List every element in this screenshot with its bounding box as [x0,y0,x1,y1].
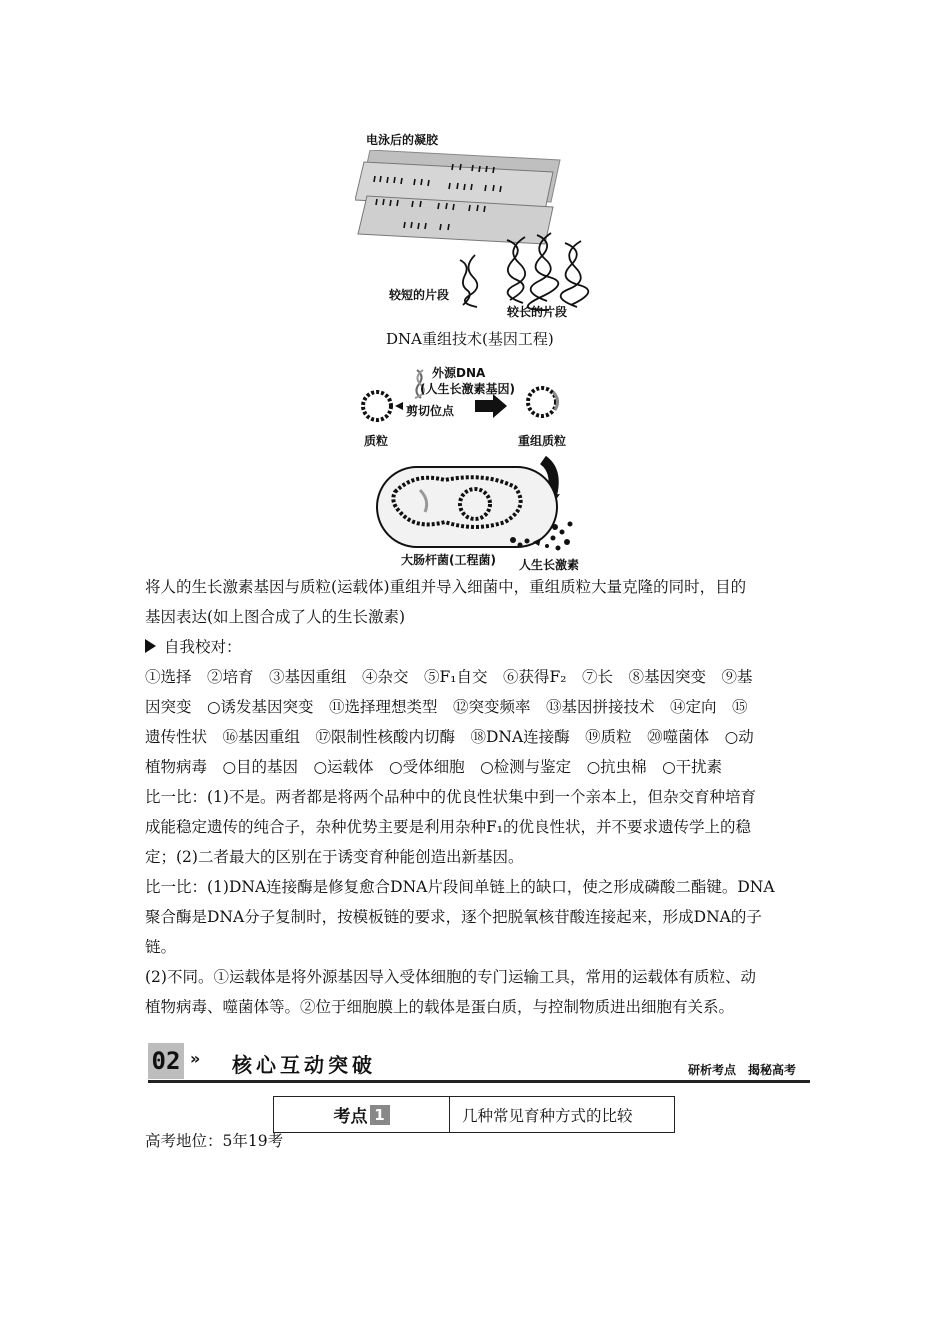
text-line: 植物病毒、噬菌体等。②位于细胞膜上的载体是蛋白质，与控制物质进出细胞有关系。 [145,998,735,1016]
plasmid-icon [363,392,391,420]
long-fragment-label: 较长的片段 [507,305,568,319]
bacterium-label: 大肠杆菌(工程菌) [401,553,496,567]
self-check-heading: 自我校对： [145,632,810,662]
kaodian-title: 几种常见育种方式的比较 [462,1106,633,1125]
section-header [148,1043,810,1083]
text-line: 因突变 ○诱发基因突变 ⑪选择理想类型 ⑫突变频率 ⑬基因拼接技术 ⑭定向 ⑮ [145,698,748,716]
dna-fragments-illustration [445,225,605,315]
gel-label: 电泳后的凝胶 [366,133,439,147]
text-line: 链。 [145,938,177,956]
short-fragment-label: 较短的片段 [389,288,450,302]
foreign-dna-sublabel: (人生长激素基因) [420,382,515,396]
hormone-label: 人生长激素 [519,558,580,572]
section-underline [148,1080,810,1083]
text-line: 基因表达(如上图合成了人的生长激素) [145,608,406,626]
section-subtitle: 研析考点 揭秘高考 [687,1063,796,1077]
recombinant-plasmid-icon [528,388,556,416]
text-line: 遗传性状 ⑯基因重组 ⑰限制性核酸内切酶 ⑱DNA连接酶 ⑲质粒 ⑳噬菌体 ○动 [145,728,754,746]
text-line: 定；(2)二者最大的区别在于诱变育种能创造出新基因。 [145,848,524,866]
kaodian-number-badge: 1 [370,1105,390,1125]
text-line: ①选择 ②培育 ③基因重组 ④杂交 ⑤F₁自交 ⑥获得F₂ ⑦长 ⑧基因突变 ⑨基 [145,668,753,686]
cut-site-label: 剪切位点 [406,404,455,418]
kaodian-box [273,1096,675,1133]
text-line: 比一比：(1)DNA连接酶是修复愈合DNA片段间单链上的缺口，使之形成磷酸二酯键。DNA [145,878,775,896]
text-line: 聚合酶是DNA分子复制时，按模板链的要求，逐个把脱氧核苷酸连接起来，形成DNA的子 [145,908,762,926]
section-number: 02 [151,1047,181,1075]
text-line: 将人的生长激素基因与质粒(运载体)重组并导入细菌中，重组质粒大量克隆的同时，目的 [145,578,747,596]
kaodian-label-cell [274,1097,450,1132]
text-line: 成能稳定遗传的纯合子，杂种优势主要是利用杂种F₁的优良性状，并不要求遗传学上的稳 [145,818,751,836]
text-line: 植物病毒 ○目的基因 ○运载体 ○受体细胞 ○检测与鉴定 ○抗虫棉 ○干扰素 [145,758,723,776]
foreign-dna-label: 外源DNA [432,366,486,380]
figure-caption: DNA重组技术(基因工程) [386,330,554,348]
kaodian-label: 考点 [333,1107,368,1127]
section-title: 核心互动突破 [232,1053,376,1077]
arrow-marker-icon [145,639,156,653]
section-arrows: » [190,1049,201,1068]
plasmid-label: 质粒 [364,434,389,448]
exam-status-line: 高考地位：5年19考 [145,1132,284,1150]
text-line: (2)不同。①运载体是将外源基因导入受体细胞的专门运输工具，常用的运载体有质粒、动 [145,968,756,986]
text-line: 比一比：(1)不是。两者都是将两个品种中的优良性状集中到一个亲本上，但杂交育种培育 [145,788,756,806]
section-number-box [148,1043,184,1079]
recombinant-plasmid-label: 重组质粒 [518,434,567,448]
body-text [145,572,810,1022]
